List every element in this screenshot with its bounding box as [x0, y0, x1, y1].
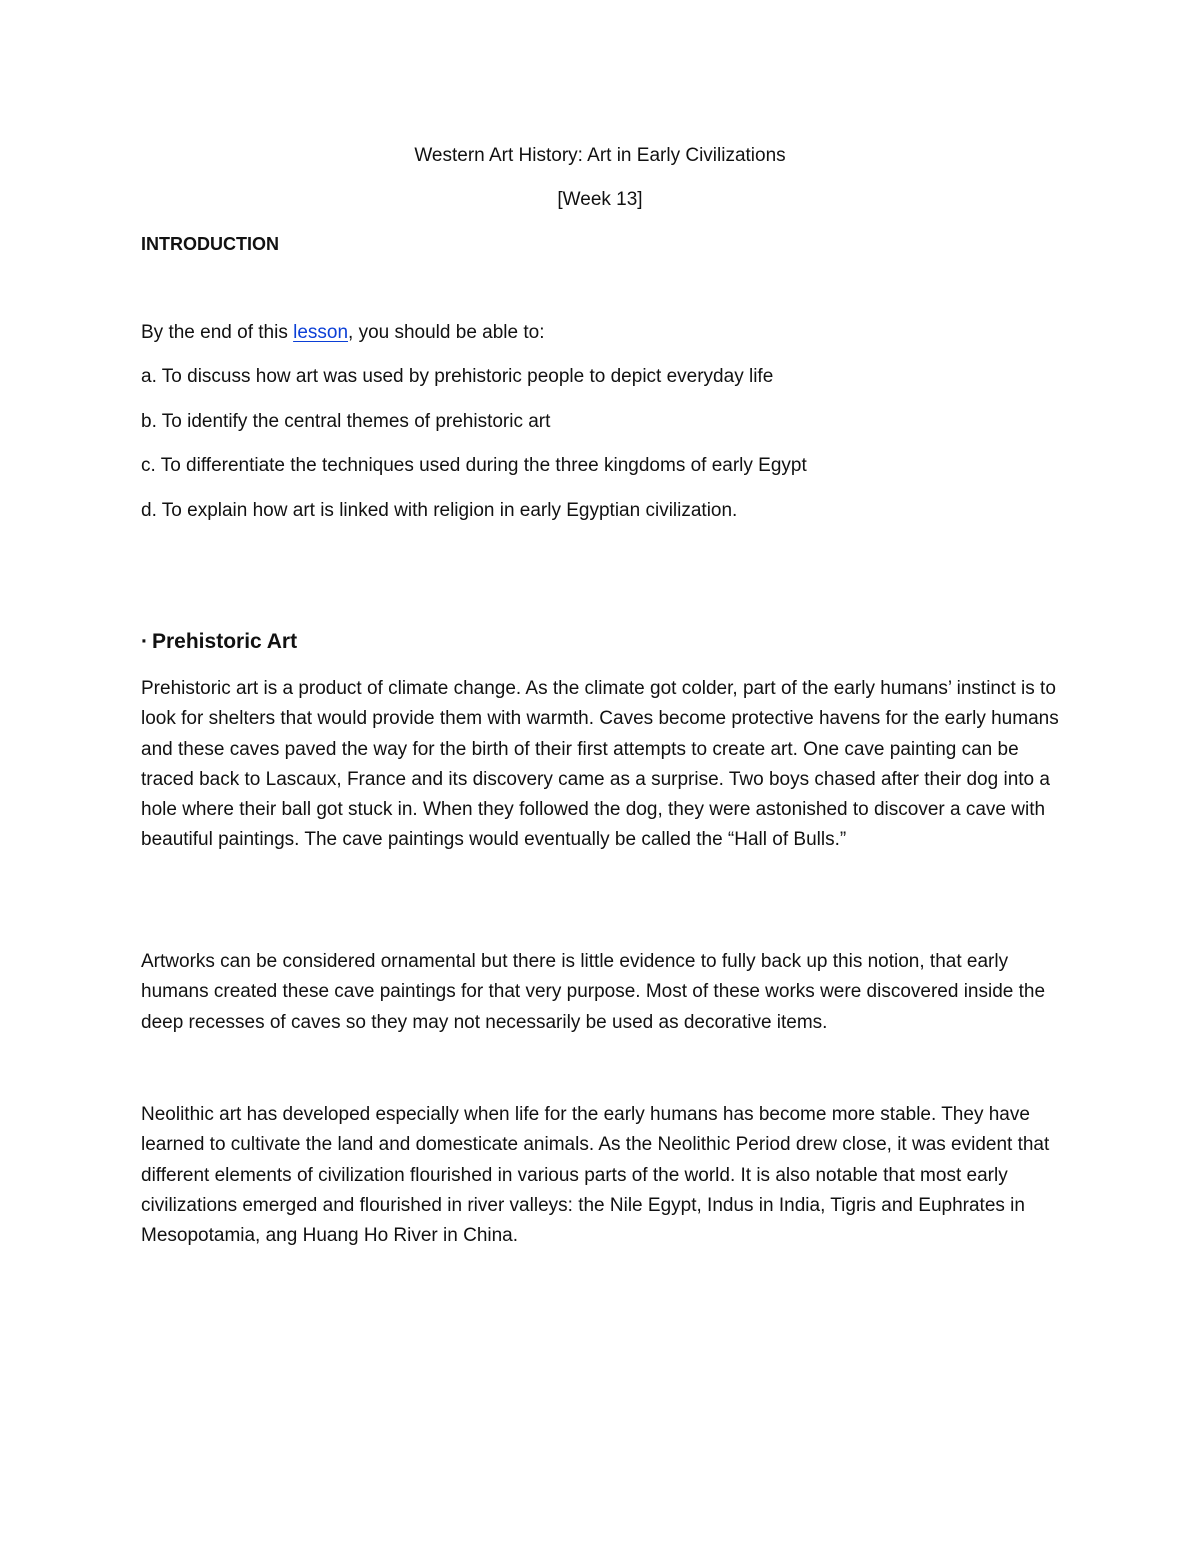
bullet-icon: · [141, 630, 148, 653]
lesson-link[interactable]: lesson [293, 322, 349, 343]
paragraph-neolithic-art: Neolithic art has developed especially when life for the early humans has become more stable. They have learned to cultivate the land and domesticate animals. As the Neolithic Period drew close, it was evident that different elements of civilization flourished in various parts of the world. It is also notable that most early civilizations emerged and flourished in river valleys: the Nile Egypt, Indus in India, Tigris and Euphrates in Mesopotamia, ang Huang Ho River in China. [141, 1104, 1050, 1247]
intro-lead-text-before: By the end of this [141, 322, 294, 343]
paragraph-artworks-ornamental: Artworks can be considered ornamental but there is little evidence to fully back up this notion, that early humans created these cave paintings for that very purpose. Most of these works were discovered inside the deep recesses of caves so they may not necessarily be used as decorative items. [141, 951, 1046, 1033]
intro-lead-text-after: , you should be able to: [348, 322, 545, 343]
section-heading-prehistoric-art [141, 628, 297, 656]
introduction-heading: INTRODUCTION [141, 234, 279, 254]
objective-item-c: c. To differentiate the techniques used during the three kingdoms of early Egypt [141, 455, 807, 476]
document-title: Western Art History: Art in Early Civilizations [414, 145, 786, 166]
objective-item-d: d. To explain how art is linked with religion in early Egyptian civilization. [141, 499, 738, 521]
objective-item-a: a. To discuss how art was used by prehistoric people to depict everyday life [141, 366, 774, 387]
objective-item-b: b. To identify the central themes of prehistoric art [141, 410, 551, 432]
introduction-lead [141, 320, 545, 346]
paragraph-prehistoric-art: Prehistoric art is a product of climate change. As the climate got colder, part of the early humans’ instinct is to look for shelters that would provide them with warmth. Caves become protective havens for the early humans and these caves paved the way for the birth of their first attempts to create art. One cave painting can be traced back to Lascaux, France and its discovery came as a surprise. Two boys chased after their dog into a hole where their ball got stuck in. When they followed the dog, they were astonished to discover a cave with beautiful paintings. The cave paintings would eventually be called the “Hall of Bulls.” [141, 678, 1059, 851]
section-heading-text: Prehistoric Art [152, 630, 298, 653]
week-label: [Week 13] [557, 189, 643, 210]
objectives-list [141, 364, 807, 542]
